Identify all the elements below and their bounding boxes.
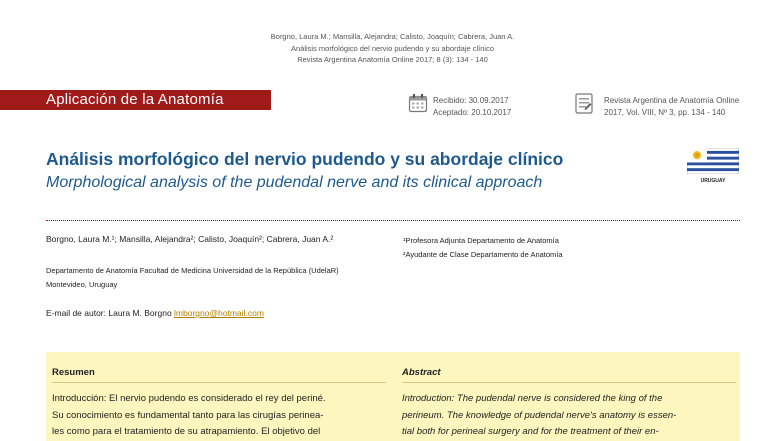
resumen-line: Introducción: El nervio pudendo es considerado el rey del periné. — [52, 393, 326, 404]
department-info — [46, 264, 339, 292]
citation-line-journal: Revista Argentina Anatomía Online 2017; 8 (3): 134 - 140 — [297, 55, 488, 64]
abstract-separator — [402, 382, 736, 383]
resumen-line: Su conocimiento es fundamental tanto para las cirugías perinea- — [52, 409, 324, 421]
journal-name: Revista Argentina de Anatomía Online — [604, 96, 740, 105]
resumen-text — [52, 391, 386, 441]
article-title-spanish: Análisis morfológico del nervio pudendo y su abordaje clínico — [46, 149, 564, 169]
department-name: Departamento de Anatomía Facultad de Medicina Universidad de la República (UdelaR) — [46, 266, 339, 275]
received-date: Recibido: 30.09.2017 — [433, 96, 509, 105]
abstract-text — [402, 391, 736, 441]
flag-caption: URUGUAY — [700, 178, 726, 184]
abstract-line: perineum. The knowledge of pudendal nerve's anatomy is essen- — [402, 409, 677, 421]
divider — [46, 220, 740, 221]
journal-info — [604, 95, 739, 119]
document-icon — [575, 93, 593, 114]
uruguay-flag-icon — [687, 148, 739, 174]
department-city: Montevideo, Uruguay — [46, 280, 118, 289]
author-contact — [46, 308, 264, 318]
article-dates — [433, 95, 511, 119]
authors-list: Borgno, Laura M.¹; Mansilla, Alejandra²; Calisto, Joaquín²; Cabrera, Juan A.² — [46, 234, 334, 244]
contact-label: E-mail de autor: Laura M. Borgno — [46, 308, 175, 318]
journal-volume: 2017, Vol. VIII, Nº 3, pp. 134 - 140 — [604, 108, 726, 117]
abstract-line: Introduction: The pudendal nerve is considered the king of the — [402, 393, 663, 404]
resumen-line: les como para el tratamiento de su atrapamiento. El objetivo del — [52, 426, 321, 437]
section-title: Aplicación de la Anatomía — [46, 91, 224, 108]
accepted-date: Aceptado: 20.10.2017 — [433, 108, 512, 117]
citation-line-title: Análisis morfológico del nervio pudendo y su abordaje clínico — [290, 43, 495, 53]
affiliation-2: ²Ayudante de Clase Departamento de Anatomía — [403, 250, 563, 259]
calendar-icon — [408, 93, 428, 113]
article-title-english: Morphological analysis of the pudendal nerve and its clinical approach — [46, 174, 543, 191]
affiliations — [403, 234, 563, 262]
abstract-heading: Abstract — [402, 367, 441, 378]
resumen-separator — [52, 382, 386, 383]
abstract-line: tial both for perineal surgery and for the treatment of their en- — [402, 426, 659, 437]
citation-line-authors: Borgno, Laura M.; Mansilla, Alejandra; Calisto, Joaquín; Cabrera, Juan A. — [270, 32, 515, 41]
citation-header — [240, 31, 545, 66]
resumen-heading: Resumen — [52, 367, 95, 378]
affiliation-1: ¹Profesora Adjunta Departamento de Anatomía — [403, 236, 559, 245]
email-link[interactable]: lmborgno@hotmail.com — [174, 308, 264, 318]
